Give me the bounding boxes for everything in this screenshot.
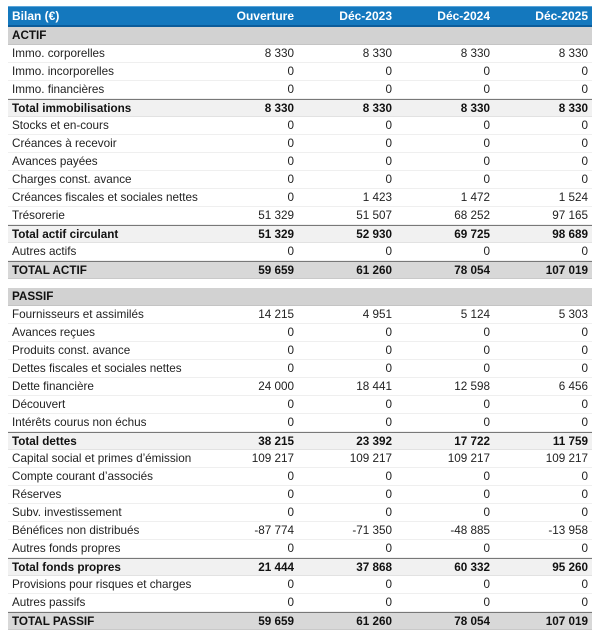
row-value: 51 507	[356, 209, 392, 222]
row-value: 8 330	[362, 101, 392, 115]
row-value: 0	[385, 542, 392, 555]
row-label: TOTAL ACTIF	[12, 263, 87, 277]
row-label: Créances à recevoir	[12, 137, 117, 150]
row-label: Produits const. avance	[12, 344, 131, 357]
row-value: 0	[287, 578, 294, 591]
row-value: 97 165	[552, 209, 588, 222]
row-value: 0	[581, 83, 588, 96]
row-value: 0	[287, 362, 294, 375]
table-row	[8, 117, 592, 135]
row-value: 0	[483, 326, 490, 339]
row-label: Immo. corporelles	[12, 47, 105, 60]
row-value: 0	[287, 416, 294, 429]
row-value: 51 329	[258, 227, 294, 241]
table-row	[8, 45, 592, 63]
row-label: Provisions pour risques et charges	[12, 578, 192, 591]
table-row	[8, 504, 592, 522]
row-value: 0	[483, 137, 490, 150]
row-label: Avances payées	[12, 155, 98, 168]
row-value: 0	[483, 245, 490, 258]
row-value: 0	[287, 542, 294, 555]
row-label: Réserves	[12, 488, 62, 501]
row-value: 0	[483, 578, 490, 591]
table-row	[8, 558, 592, 576]
table-row	[8, 522, 592, 540]
row-value: 8 330	[558, 47, 588, 60]
table-row	[8, 225, 592, 243]
row-value: 0	[483, 470, 490, 483]
row-value: 109 217	[349, 452, 392, 465]
row-label: Total immobilisations	[12, 101, 132, 115]
row-value: 18 441	[356, 380, 392, 393]
row-label: Fournisseurs et assimilés	[12, 308, 144, 321]
column-header-dec-2024: Déc-2024	[437, 9, 490, 23]
row-value: 4 951	[362, 308, 392, 321]
row-value: 0	[287, 137, 294, 150]
row-value: 0	[385, 245, 392, 258]
row-value: 78 054	[454, 263, 490, 277]
table-row	[8, 63, 592, 81]
row-value: 8 330	[460, 101, 490, 115]
row-value: 11 759	[552, 434, 588, 448]
row-label: Créances fiscales et sociales nettes	[12, 191, 198, 204]
row-label: Total actif circulant	[12, 227, 119, 241]
row-label: Autres passifs	[12, 596, 86, 609]
row-value: 0	[581, 173, 588, 186]
row-value: 109 217	[447, 452, 490, 465]
table-row	[8, 207, 592, 225]
table-row	[8, 324, 592, 342]
row-value: 52 930	[356, 227, 392, 241]
row-value: 14 215	[258, 308, 294, 321]
row-value: 0	[385, 173, 392, 186]
table-row	[8, 306, 592, 324]
table-row	[8, 99, 592, 117]
row-value: 5 303	[558, 308, 588, 321]
row-value: 1 524	[558, 191, 588, 204]
row-value: 0	[385, 65, 392, 78]
column-header-dec-2025: Déc-2025	[535, 9, 588, 23]
row-label: Dettes fiscales et sociales nettes	[12, 362, 182, 375]
row-value: 0	[287, 155, 294, 168]
row-value: 0	[581, 326, 588, 339]
row-value: 0	[385, 362, 392, 375]
row-value: 8 330	[264, 101, 294, 115]
row-value: 1 472	[460, 191, 490, 204]
row-value: 59 659	[258, 263, 294, 277]
row-value: 1 423	[362, 191, 392, 204]
row-value: 0	[385, 578, 392, 591]
row-value: 0	[287, 506, 294, 519]
row-value: 37 868	[356, 560, 392, 574]
row-value: 0	[483, 83, 490, 96]
row-value: 0	[483, 344, 490, 357]
row-label: Bénéfices non distribués	[12, 524, 140, 537]
row-value: 51 329	[258, 209, 294, 222]
row-value: 0	[483, 488, 490, 501]
table-body	[8, 27, 592, 630]
row-label: Immo. financières	[12, 83, 105, 96]
row-value: 8 330	[362, 47, 392, 60]
row-label: Trésorerie	[12, 209, 65, 222]
row-value: 0	[385, 83, 392, 96]
row-value: 8 330	[264, 47, 294, 60]
row-value: 0	[287, 488, 294, 501]
row-value: 0	[581, 137, 588, 150]
table-row	[8, 378, 592, 396]
row-value: 0	[287, 191, 294, 204]
row-value: 0	[385, 119, 392, 132]
row-value: -48 885	[450, 524, 490, 537]
row-value: -87 774	[254, 524, 294, 537]
table-row	[8, 414, 592, 432]
table-row	[8, 432, 592, 450]
row-label: Intérêts courus non échus	[12, 416, 147, 429]
row-value: 23 392	[356, 434, 392, 448]
row-value: 107 019	[545, 614, 588, 628]
row-value: 107 019	[545, 263, 588, 277]
row-value: 0	[581, 596, 588, 609]
row-value: 61 260	[356, 614, 392, 628]
table-row	[8, 171, 592, 189]
row-value: 78 054	[454, 614, 490, 628]
table-row	[8, 81, 592, 99]
row-value: 12 598	[454, 380, 490, 393]
row-value: 0	[483, 506, 490, 519]
row-value: 5 124	[460, 308, 490, 321]
table-row	[8, 261, 592, 279]
row-value: 0	[385, 137, 392, 150]
row-value: 61 260	[356, 263, 392, 277]
row-label: Total fonds propres	[12, 560, 121, 574]
row-value: 0	[287, 326, 294, 339]
row-value: 0	[385, 596, 392, 609]
row-value: 0	[385, 155, 392, 168]
row-value: 0	[581, 506, 588, 519]
row-label: Immo. incorporelles	[12, 65, 114, 78]
row-label: Avances reçues	[12, 326, 95, 339]
row-label: Dette financière	[12, 380, 94, 393]
row-label: Capital social et primes d’émission	[12, 452, 192, 465]
row-value: 0	[581, 488, 588, 501]
table-row	[8, 243, 592, 261]
row-value: 60 332	[454, 560, 490, 574]
row-value: 0	[385, 398, 392, 411]
row-label: Compte courant d’associés	[12, 470, 153, 483]
section-gap	[8, 279, 592, 288]
table-row	[8, 612, 592, 630]
row-value: 0	[385, 506, 392, 519]
row-value: 0	[581, 65, 588, 78]
row-value: 0	[483, 542, 490, 555]
table-row	[8, 486, 592, 504]
table-row	[8, 135, 592, 153]
row-value: 0	[385, 416, 392, 429]
row-label: Stocks et en-cours	[12, 119, 109, 132]
row-value: 8 330	[460, 47, 490, 60]
row-value: 0	[581, 245, 588, 258]
section-header-row	[8, 27, 592, 45]
row-value: 0	[385, 488, 392, 501]
table-row	[8, 360, 592, 378]
row-label: PASSIF	[12, 290, 54, 303]
table-row	[8, 342, 592, 360]
row-value: 6 456	[558, 380, 588, 393]
row-value: 0	[287, 398, 294, 411]
row-value: 109 217	[545, 452, 588, 465]
row-value: 0	[287, 119, 294, 132]
table-title: Bilan (€)	[12, 9, 60, 23]
table-row	[8, 540, 592, 558]
table-row	[8, 153, 592, 171]
row-label: Découvert	[12, 398, 66, 411]
row-value: 68 252	[454, 209, 490, 222]
row-value: 98 689	[552, 227, 588, 241]
row-value: 59 659	[258, 614, 294, 628]
row-value: 17 722	[454, 434, 490, 448]
row-value: 0	[581, 344, 588, 357]
row-value: 69 725	[454, 227, 490, 241]
row-value: 0	[581, 155, 588, 168]
row-value: -71 350	[352, 524, 392, 537]
table-header-row	[8, 6, 592, 27]
table-row	[8, 189, 592, 207]
row-value: 0	[483, 362, 490, 375]
row-value: 0	[581, 542, 588, 555]
row-value: 0	[385, 344, 392, 357]
table-row	[8, 576, 592, 594]
row-value: 0	[287, 470, 294, 483]
row-value: 109 217	[251, 452, 294, 465]
row-value: 0	[581, 362, 588, 375]
column-header-ouverture: Ouverture	[236, 9, 294, 23]
row-value: 24 000	[258, 380, 294, 393]
row-label: TOTAL PASSIF	[12, 614, 95, 628]
row-label: Charges const. avance	[12, 173, 132, 186]
row-value: 0	[287, 173, 294, 186]
row-value: 95 260	[552, 560, 588, 574]
section-header-row	[8, 288, 592, 306]
row-value: 38 215	[258, 434, 294, 448]
row-value: 0	[483, 155, 490, 168]
table-row	[8, 396, 592, 414]
row-value: 0	[581, 416, 588, 429]
row-value: 0	[287, 83, 294, 96]
row-value: 0	[483, 416, 490, 429]
row-label: Autres actifs	[12, 245, 77, 258]
row-value: 0	[581, 398, 588, 411]
column-header-dec-2023: Déc-2023	[339, 9, 392, 23]
balance-sheet-table	[8, 6, 592, 630]
row-label: Autres fonds propres	[12, 542, 121, 555]
row-value: 21 444	[258, 560, 294, 574]
row-value: 0	[287, 245, 294, 258]
table-row	[8, 450, 592, 468]
row-value: 0	[581, 119, 588, 132]
row-value: 0	[287, 344, 294, 357]
row-value: 0	[483, 119, 490, 132]
row-value: 0	[581, 578, 588, 591]
row-value: 0	[483, 596, 490, 609]
row-value: 0	[581, 470, 588, 483]
row-label: Total dettes	[12, 434, 77, 448]
table-row	[8, 594, 592, 612]
row-value: 0	[483, 65, 490, 78]
row-label: ACTIF	[12, 29, 47, 42]
row-label: Subv. investissement	[12, 506, 122, 519]
row-value: 8 330	[558, 101, 588, 115]
row-value: 0	[385, 470, 392, 483]
row-value: 0	[483, 398, 490, 411]
row-value: 0	[287, 65, 294, 78]
row-value: 0	[483, 173, 490, 186]
table-row	[8, 468, 592, 486]
row-value: -13 958	[548, 524, 588, 537]
row-value: 0	[287, 596, 294, 609]
row-value: 0	[385, 326, 392, 339]
